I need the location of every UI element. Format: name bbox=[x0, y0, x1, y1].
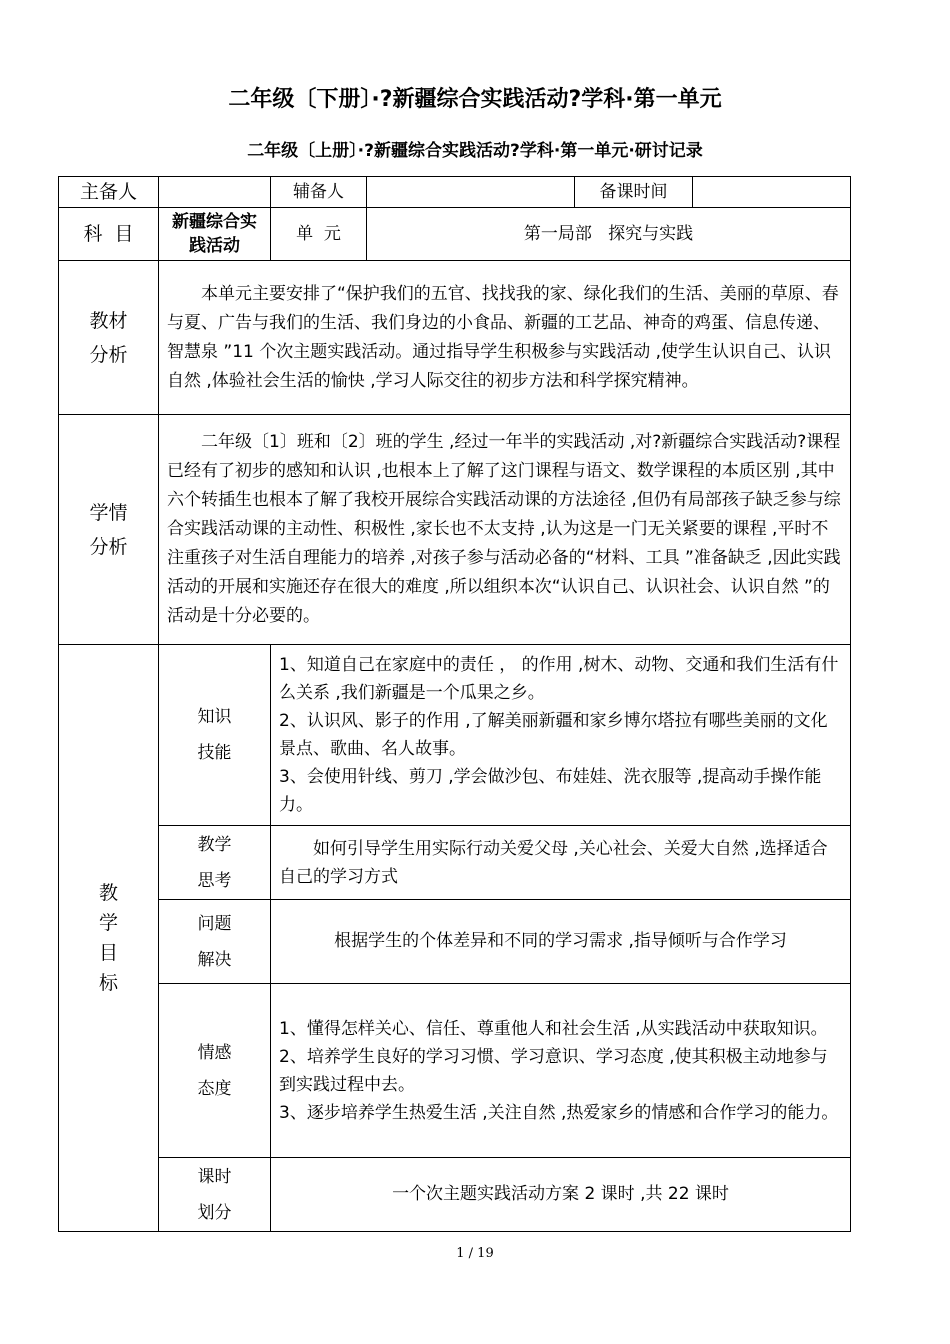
teaching-thinking-text: 如何引导学生用实际行动关爱父母 ,关心社会、关爱大自然 ,选择适合自己的学习方式 bbox=[271, 826, 851, 900]
emotion-item: 2、培养学生良好的学习习惯、学习意识、学习态度 ,使其积极主动地参与到实践过程中去。 bbox=[279, 1046, 828, 1095]
document-subtitle: 二年级〔上册〕·?新疆综合实践活动?学科·第一单元·研讨记录 bbox=[247, 141, 703, 161]
student-analysis-text: 二年级〔1〕班和〔2〕班的学生 ,经过一年半的实践活动 ,对?新疆综合实践活动?课程已经有了初步的感知和认识 ,也根本上了解了这门课程与语文、数学课程的本质区别 ,其中六个转插生也根本了解了我校开展综合实践活动课的方法途径 ,但仍有局部孩子缺乏参与综合实践活动课的主动性、积极性 ,家长也不太支持 ,认为这是一门无关紧要的课程 ,平时不注重孩子对生活自理能力的培养 ,对孩子参与活动必备的“材料、工具 ”准备缺乏 ,因此实践活动的开展和实施还存在很大的难度 ,所以组织本次“认识自己、认识社会、认识自然 ”的活动是十分必要的。 bbox=[159, 415, 851, 645]
teaching-thinking-label: 教学 思考 bbox=[159, 826, 271, 900]
unit-label: 单 元 bbox=[271, 208, 367, 261]
unit-value: 第一局部 探究与实践 bbox=[367, 208, 851, 261]
problem-solving-label: 问题 解决 bbox=[159, 900, 271, 984]
lead-teacher-value bbox=[159, 177, 271, 208]
material-analysis-text: 本单元主要安排了“保护我们的五官、找找我的家、绿化我们的生活、美丽的草原、春与夏、广告与我们的生活、我们身边的小食品、新疆的工艺品、神奇的鸡蛋、信息传递、智慧泉 ”11 个次主题实践活动。通过指导学生积极参与实践活动 ,使学生认识自己、认识自然 ,体验社会生活的愉快 ,学习人际交往的初步方法和科学探究精神。 bbox=[159, 261, 851, 415]
material-analysis-row bbox=[59, 261, 851, 415]
class-hours-label: 课时 划分 bbox=[159, 1158, 271, 1232]
material-analysis-label: 教材分析 bbox=[59, 261, 159, 415]
knowledge-item: 1、知道自己在家庭中的责任 ， 的作用 ,树木、动物、交通和我们生活有什么关系 ,我们新疆是一个瓜果之乡。 bbox=[279, 655, 839, 703]
document-title: 二年级〔下册〕·?新疆综合实践活动?学科·第一单元 bbox=[228, 87, 722, 112]
goal-thinking-row bbox=[59, 826, 851, 900]
student-analysis-label: 学情分析 bbox=[59, 415, 159, 645]
goal-emotion-row bbox=[59, 984, 851, 1158]
emotion-item: 3、逐步培养学生热爱生活 ,关注自然 ,热爱家乡的情感和合作学习的能力。 bbox=[279, 1102, 839, 1123]
goal-hours-row bbox=[59, 1158, 851, 1232]
subject-label: 科 目 bbox=[59, 208, 159, 261]
prep-time-label: 备课时间 bbox=[575, 177, 693, 208]
goal-knowledge-row bbox=[59, 645, 851, 826]
lead-teacher-label: 主备人 bbox=[59, 177, 159, 208]
knowledge-item: 3、会使用针线、剪刀 ,学会做沙包、布娃娃、洗衣服等 ,提高动手操作能力。 bbox=[279, 767, 822, 815]
prep-time-value bbox=[693, 177, 851, 208]
goal-problem-row bbox=[59, 900, 851, 984]
knowledge-skills-text bbox=[271, 645, 851, 826]
subject-row bbox=[59, 208, 851, 261]
header-row bbox=[59, 177, 851, 208]
knowledge-item: 2、认识风、影子的作用 ,了解美丽新疆和家乡博尔塔拉有哪些美丽的文化景点、歌曲、名人故事。 bbox=[279, 711, 828, 759]
assistant-teacher-label: 辅备人 bbox=[271, 177, 367, 208]
emotion-attitude-label: 情感 态度 bbox=[159, 984, 271, 1158]
assistant-teacher-value bbox=[367, 177, 575, 208]
subject-value: 新疆综合实践活动 bbox=[159, 208, 271, 261]
student-analysis-row bbox=[59, 415, 851, 645]
lesson-plan-table bbox=[58, 176, 851, 1232]
emotion-item: 1、懂得怎样关心、信任、尊重他人和社会生活 ,从实践活动中获取知识。 bbox=[279, 1018, 828, 1039]
knowledge-skills-label: 知识 技能 bbox=[159, 645, 271, 826]
emotion-attitude-text bbox=[271, 984, 851, 1158]
problem-solving-text: 根据学生的个体差异和不同的学习需求 ,指导倾听与合作学习 bbox=[271, 900, 851, 984]
teaching-goals-label: 教 学 目 标 bbox=[59, 645, 159, 1232]
class-hours-text: 一个次主题实践活动方案 2 课时 ,共 22 课时 bbox=[271, 1158, 851, 1232]
page-number: 1 / 19 bbox=[456, 1246, 494, 1261]
